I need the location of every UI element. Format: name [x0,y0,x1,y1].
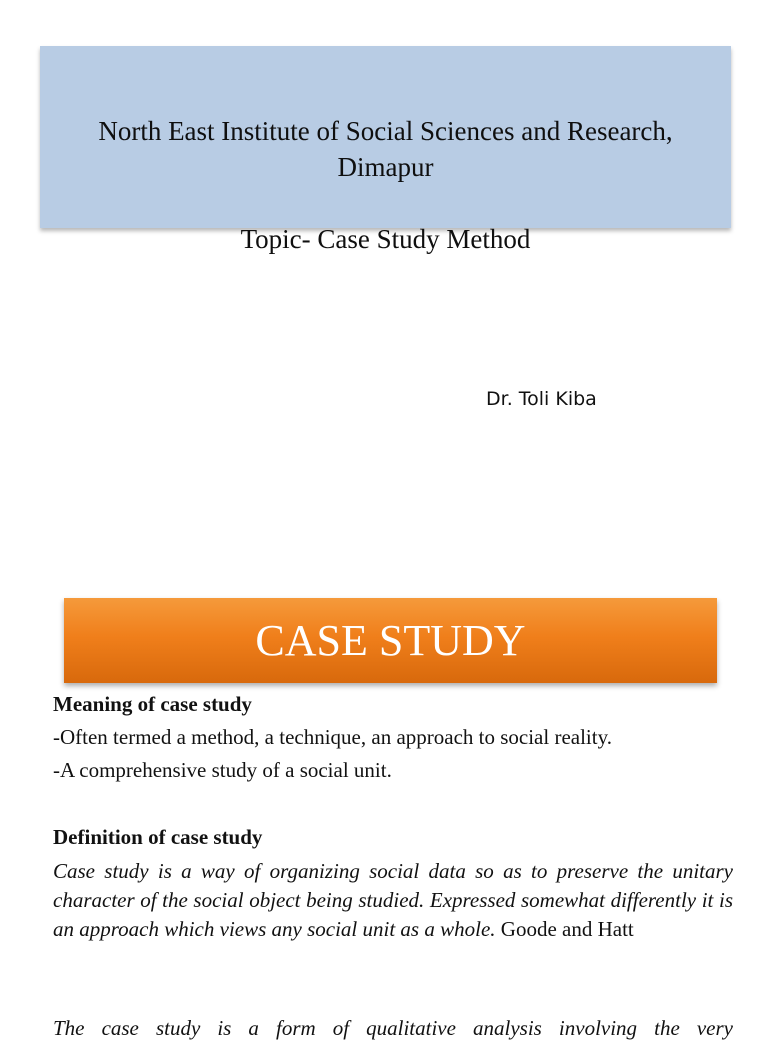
definition-heading: Definition of case study [53,825,263,849]
case-study-banner [64,598,717,683]
banner-title: CASE STUDY [255,616,526,665]
institution-name-line-1: North East Institute of Social Sciences and Research, [98,116,673,146]
definition-attribution: Goode and Hatt [500,917,634,941]
institution-name-line-2: Dimapur [337,152,434,182]
definition-paragraph [53,857,733,944]
topic-title: Topic- Case Study Method [240,224,531,254]
next-quote-partial: The case study is a form of qualitative analysis involving the very [53,1016,733,1040]
author-name: Dr. Toli Kiba [486,388,597,410]
definition-quote: Case study is a way of organizing social data so as to preserve the unitary character of the social object being studied. Expressed somewhat differently it is an approach which views any social unit as a whole. [53,859,733,941]
meaning-heading: Meaning of case study [53,692,252,716]
title-box [40,46,731,254]
meaning-bullet-2: -A comprehensive study of a social unit. [53,758,392,782]
meaning-bullet-1: -Often termed a method, a technique, an approach to social reality. [53,725,612,749]
